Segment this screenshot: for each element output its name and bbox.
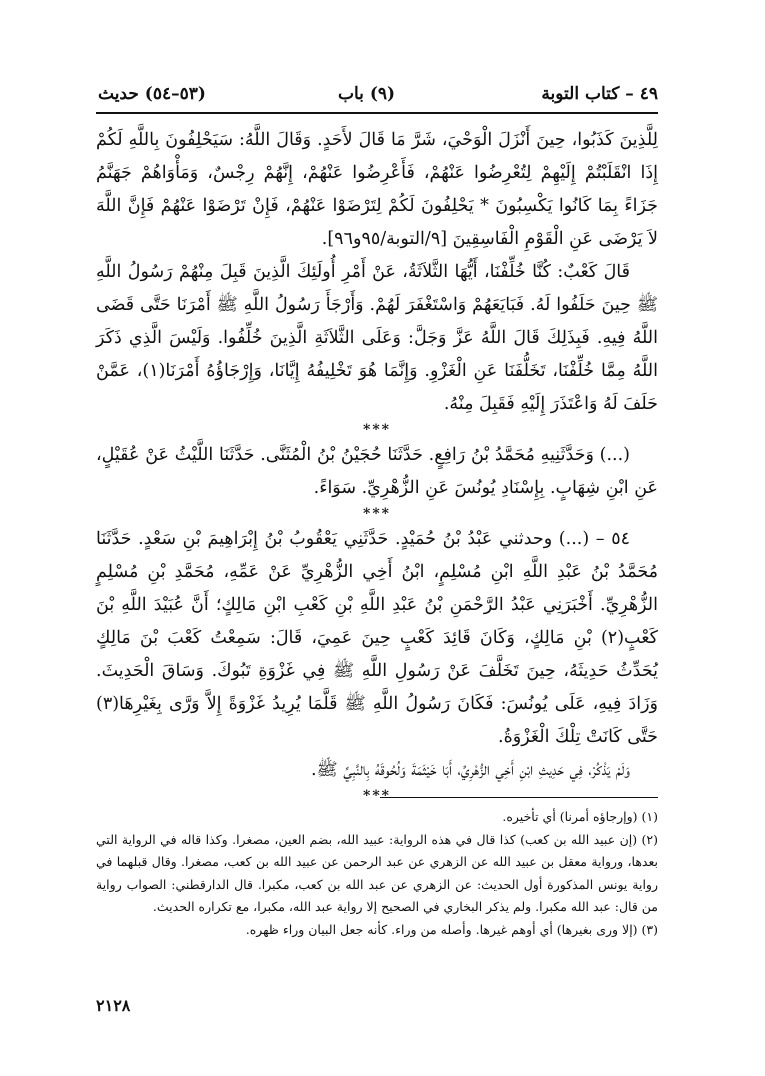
- page-number: ٢١٢٨: [96, 996, 131, 1015]
- footnote-2: (٢) (إن عبيد الله بن كعب) كذا قال في هذه الرواية: عبيد الله، بضم العين، مصغرا. وكذا قاله في الرواية التي بعدها، ورواية معقل بن عبيد الله عن الزهري عن عبد الرحمن عن عبيد الله بن كعب، مصغرا. وقال قبلهما في رواية يونس المذكورة أول الحديث: عن الزهري عن عبد الله بن كعب، مكبرا. قال الدارقطني: الصواب رواية من قال: عبد الله مكبرا. ولم يذكر البخاري في الصحيح إلا رواية عبد الله، مكبرا، مع تكراره الحديث.: [96, 831, 658, 914]
- isnad-paragraph: (...) وَحَدَّثَنِيهِ مُحَمَّدُ بْنُ رَافِعٍ. حَدَّثَنَا حُجَيْنُ بْنُ الْمُثَنَّى. حَدَّثَنَا اللَّيْثُ عَنْ عُقَيْلٍ، عَنِ ابْنِ شِهَابٍ. بِإِسْنَادِ يُونُسَ عَنِ الزُّهْرِيِّ. سَوَاءً.: [96, 445, 658, 498]
- kaab-paragraph: قَالَ كَعْبٌ: كُنَّا خُلِّفْنَا، أَيُّهَا الثَّلاَثَةُ، عَنْ أَمْرِ أُولَئِكَ الَّذِينَ قَبِلَ مِنْهُمْ رَسُولُ اللَّهِ ﷺ حِينَ حَلَفُوا لَهُ. فَبَايَعَهُمْ وَاسْتَغْفَرَ لَهُمْ. وَأَرْجَأَ رَسُولُ اللَّهِ ﷺ أَمْرَنَا حَتَّى قَضَى اللَّهُ فِيهِ. فَبِذَلِكَ قَالَ اللَّهُ عَزَّ وَجَلَّ: وَعَلَى الثَّلاَثَةِ الَّذِينَ خُلِّفُوا. وَلَيْسَ الَّذِي ذَكَرَ اللَّهُ مِمَّا خُلِّفْنَا، تَخَلُّفَنَا عَنِ الْغَزْوِ. وَإِنَّمَا هُوَ تَخْلِيفُهُ إِيَّانَا، وَإِرْجَاؤُهُ أَمْرَنَا(١)، عَمَّنْ حَلَفَ لَهُ وَاعْتَذَرَ إِلَيْهِ فَقَبِلَ مِنْهُ.: [96, 262, 658, 414]
- footnote-3: (٣) (إلا ورى بغيرها) أي أوهم غيرها. وأصله من وراء. كأنه جعل البيان وراء ظهره.: [245, 921, 658, 937]
- header-hadith-range: (٥٣–٥٤) حديث: [98, 84, 206, 104]
- header-divider: [96, 112, 658, 114]
- page-header: [98, 84, 658, 110]
- section-separator: ***: [363, 422, 391, 438]
- header-chapter: (٩) باب: [338, 84, 396, 104]
- verse-paragraph: لِلَّذِينَ كَذَبُوا، حِينَ أَنْزَلَ الْوَحْيَ، شَرَّ مَا قَالَ لأَحَدٍ. وَقَالَ اللَّهُ: سَيَحْلِفُونَ بِاللَّهِ لَكُمْ إِذَا انْقَلَبْتُمْ إِلَيْهِمْ لِتُعْرِضُوا عَنْهُمْ، فَأَعْرِضُوا عَنْهُمْ، إِنَّهُمْ رِجْسٌ، وَمَأْوَاهُمْ جَهَنَّمُ جَزَاءً بِمَا كَانُوا يَكْسِبُونَ * يَحْلِفُونَ لَكُمْ لِتَرْضَوْا عَنْهُمْ، فَإِنْ تَرْضَوْا عَنْهُمْ فَإِنَّ اللَّهَ لاَ يَرْضَى عَنِ الْقَوْمِ الْفَاسِقِينَ [٩/التوبة/٩٥و٩٦].: [96, 130, 658, 249]
- footnote-1: (١) (وإرجاؤه أمرنا) أي تأخيره.: [502, 809, 658, 824]
- footnote-divider: [380, 797, 658, 798]
- header-book-title: ٤٩ – كتاب التوبة: [541, 84, 658, 104]
- section-separator: ***: [363, 788, 391, 804]
- main-text: [96, 124, 658, 805]
- section-separator: ***: [363, 506, 391, 522]
- closing-paragraph: وَلَمْ يَذْكُرْ، فِي حَدِيثِ ابْنِ أَخِي الزُّهْرِيِّ، أَبَا خَيْثَمَةَ وَلُحُوقَهُ بِالنَّبِيِّ ﷺ.: [310, 760, 630, 780]
- footnotes: [96, 806, 658, 941]
- hadith-54-paragraph: ٥٤ – (...) وحدثني عَبْدُ بْنُ حُمَيْدٍ. حَدَّثَنِي يَعْقُوبُ بْنُ إِبْرَاهِيمَ بْنِ سَعْدٍ. حَدَّثَنَا مُحَمَّدُ بْنُ عَبْدِ اللَّهِ ابْنِ مُسْلِمٍ، ابْنُ أَخِي الزُّهْرِيِّ عَنْ عَمِّهِ، مُحَمَّدِ بْنِ مُسْلِمٍ الزُّهْرِيِّ. أَخْبَرَنِي عَبْدُ الرَّحْمَنِ بْنُ عَبْدِ اللَّهِ بْنِ كَعْبِ ابْنِ مَالِكٍ؛ أَنَّ عُبَيْدَ اللَّهِ بْنَ كَعْبٍ(٢) بْنِ مَالِكٍ، وَكَانَ قَائِدَ كَعْبٍ حِينَ عَمِيَ، قَالَ: سَمِعْتُ كَعْبَ بْنَ مَالِكٍ يُحَدِّثُ حَدِيثَهُ، حِينَ تَخَلَّفَ عَنْ رَسُولِ اللَّهِ ﷺ فِي غَزْوَةِ تَبُوكَ. وَسَاقَ الْحَدِيثَ. وَزَادَ فِيهِ، عَلَى يُونُسَ: فَكَانَ رَسُولُ اللَّهِ ﷺ قَلَّمَا يُرِيدُ غَزْوَةً إِلاَّ وَرَّى بِغَيْرِهَا(٣) حَتَّى كَانَتْ تِلْكَ الْغَزْوَةُ.: [96, 529, 658, 747]
